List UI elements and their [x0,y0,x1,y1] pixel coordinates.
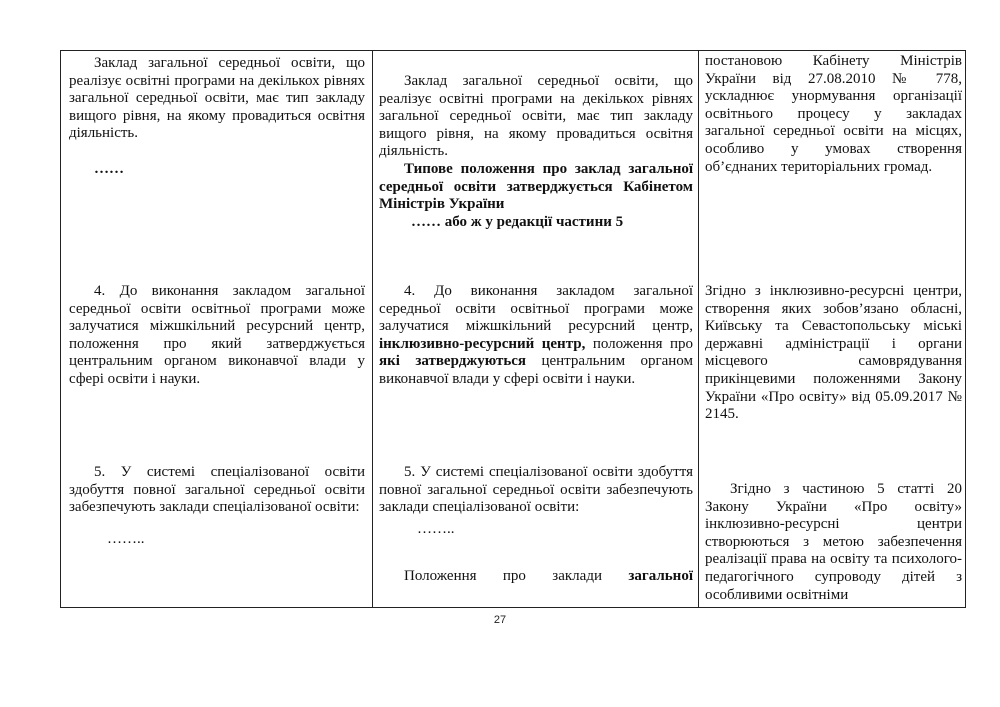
paragraph: Згідно з інклюзивно-ресурсні центри, створення яких зобов’язано обласні, Київську та Севастопольську міські державні адміністрації і органи місцевого самоврядування прикінцевими положеннями Закону України «Про освіту» від 05.09.2017 № 2145. [705,283,962,423]
text-segment: 4. До виконання закладом загальної середньої освіти освітньої програми може залучатися міжшкільний ресурсний центр, [379,283,693,335]
text-segment: положення про [592,335,693,352]
ellipsis: …….. [417,520,455,537]
paragraph: Заклад загальної середньої освіти, що реалізує освітні програми на декількох рівнях загальної середньої освіти, має тип закладу вищого рівня, на якому провадиться освітня діяльність. [379,73,693,160]
paragraph: Згідно з частиною 5 статті 20 Закону України «Про освіту» інклюзивно-ресурсні центри створюються з метою забезпечення реалізації права на освіту та психолого-педагогічного супроводу дітей з особливими освітніми [705,481,962,603]
text-segment: Положення про заклади [404,568,602,585]
paragraph: 5. У системі спеціалізованої освіти здобуття повної загальної середньої освіти забезпечують заклади спеціалізованої освіти: [379,464,693,516]
paragraph: Заклад загальної середньої освіти, що реалізує освітні програми на декількох рівнях загальної середньої освіти, має тип закладу вищого рівня, на якому провадиться освітня діяльність. [69,55,365,142]
cell-col1-row2 [69,283,365,389]
paragraph: 4. До виконання закладом загальної середньої освіти освітньої програми може залучатися міжшкільний ресурсний центр, положення про який затверджується центральним органом виконавчої влади у сфері освіти і науки. [69,283,365,387]
cell-col3-row2 [705,283,962,424]
column-divider-1 [372,51,373,607]
paragraph [379,283,693,389]
cell-col3-row3 [705,481,962,609]
cell-col2-row2 [379,283,693,389]
cell-col2-row3 [379,464,693,609]
bold-segment: які затверджуються [379,353,527,370]
ellipsis: …….. [107,530,145,547]
paragraph: постановою Кабінету Міністрів України від 27.08.2010 № 778, ускладнює унормування організації освітнього процесу у закладах загальної середньої освіти на місцях, особливо у умовах створення об’єднаних територіальних громад. [705,53,962,175]
page-number: 27 [493,614,507,626]
bold-segment: інклюзивно-ресурсний центр, [379,335,586,352]
ellipsis: …… [94,160,124,177]
text-segment: центральним органом виконавчої влади у сфері освіти і науки. [379,353,693,387]
cell-col2-row1 [379,73,693,231]
bold-ellipsis: …… або ж у редакції частини 5 [411,213,624,230]
paragraph: 5. У системі спеціалізованої освіти здобуття повної загальної середньої освіти забезпечують заклади спеціалізованої освіти: [69,464,365,516]
bold-segment: загальної [628,568,693,585]
cell-col1-row3 [69,464,365,548]
cell-col3-row1 [705,53,962,176]
cell-col1-row1 [69,55,365,179]
column-divider-2 [698,51,699,607]
bold-paragraph: Типове положення про заклад загальної середньої освіти затверджується Кабінетом Міністрів України [379,160,693,213]
document-table [60,50,966,608]
paragraph [379,568,693,586]
